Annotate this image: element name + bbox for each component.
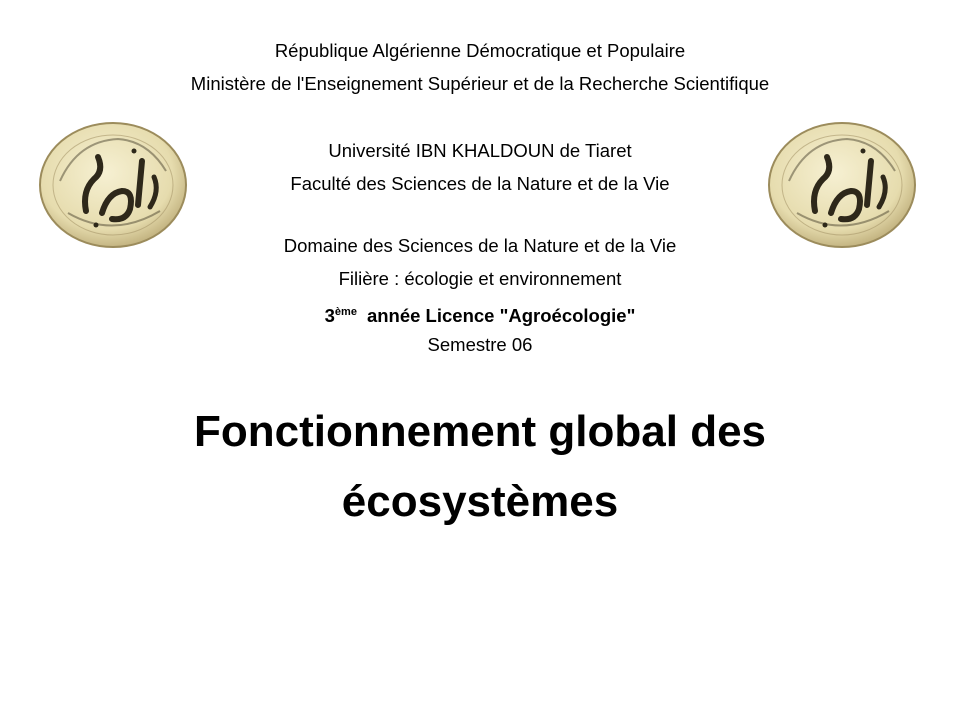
year-number: 3 [324,305,335,326]
year-level: année Licence "Agroécologie" [366,305,636,326]
university-name: Université IBN KHALDOUN de Tiaret [328,140,632,161]
domain-line: Domaine des Sciences de la Nature et de la Vie [283,235,677,256]
semester-line: Semestre 06 [427,334,533,355]
year-superscript: ème [334,306,357,318]
faculty-name: Faculté des Sciences de la Nature et de la Vie [290,173,670,194]
course-title-line2: écosystèmes [341,477,619,526]
filiere-line: Filière : écologie et environnement [338,268,622,289]
ministry-line: Ministère de l'Enseignement Supérieur et de la Recherche Scientifique [190,73,770,94]
year-line [0,300,960,328]
republic-line: République Algérienne Démocratique et Populaire [274,40,686,61]
course-title-line1: Fonctionnement global des [193,407,767,456]
